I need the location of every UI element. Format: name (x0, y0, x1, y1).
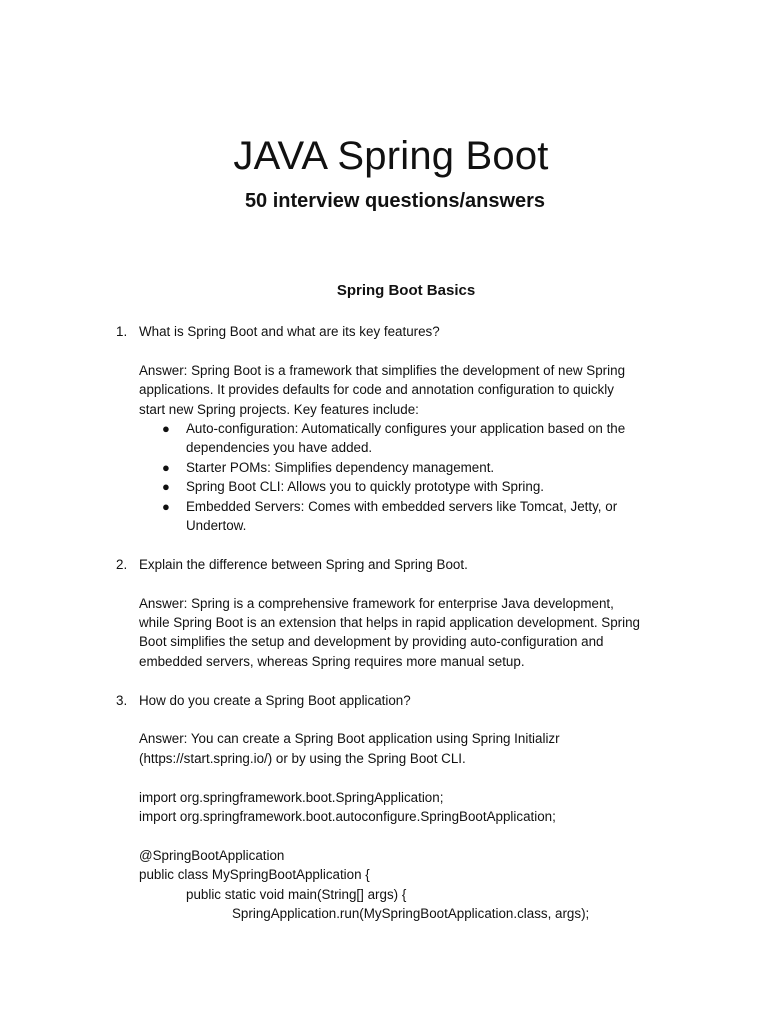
answer-2 (139, 594, 679, 672)
code-imports (0, 788, 768, 827)
list-item (162, 458, 676, 477)
code-line: import org.springframework.boot.autoconfigure.SpringBootApplication; (139, 809, 556, 825)
document-subtitle: 50 interview questions/answers (244, 190, 546, 212)
question-number: 3. (116, 692, 128, 708)
answer-line: Answer: Spring Boot is a framework that simplifies the development of new Spring (139, 362, 626, 378)
question-number: 2. (116, 556, 128, 572)
answer-line: while Spring Boot is an extension that helps in rapid application development. Spring (139, 615, 640, 631)
bullet-icon: ● (162, 479, 170, 495)
list-item (162, 419, 676, 458)
section-heading: Spring Boot Basics (336, 282, 476, 299)
code-line: public static void main(String[] args) { (186, 886, 407, 902)
list-item-line: Embedded Servers: Comes with embedded servers like Tomcat, Jetty, or (186, 498, 618, 514)
list-item-line: Auto-configuration: Automatically configures your application based on the (186, 421, 626, 437)
document-title: JAVA Spring Boot (233, 134, 549, 178)
answer-line: start new Spring projects. Key features include: (139, 401, 419, 417)
question-text: Explain the difference between Spring and Spring Boot. (139, 556, 468, 572)
answer-line: Answer: Spring is a comprehensive framework for enterprise Java development, (139, 595, 614, 611)
question-text: How do you create a Spring Boot application? (139, 692, 411, 708)
list-item (162, 477, 676, 496)
bullet-icon: ● (162, 421, 170, 437)
answer-line: Boot simplifies the setup and development by providing auto-configuration and (139, 634, 604, 650)
question-text: What is Spring Boot and what are its key features? (139, 324, 440, 339)
bullet-icon: ● (162, 459, 170, 475)
question-3 (0, 691, 768, 710)
code-line: import org.springframework.boot.SpringApplication; (139, 789, 444, 805)
answer-line: Answer: You can create a Spring Boot application using Spring Initializr (139, 731, 560, 747)
code-block (0, 846, 768, 924)
answer-1 (139, 361, 679, 419)
answer-line: applications. It provides defaults for code and annotation configuration to quickly (139, 382, 614, 398)
feature-list (0, 419, 768, 535)
list-item-line: Spring Boot CLI: Allows you to quickly prototype with Spring. (186, 479, 545, 495)
document-body (0, 322, 768, 923)
question-1 (0, 322, 768, 341)
code-line: SpringApplication.run(MySpringBootApplication.class, args); (232, 906, 590, 922)
answer-line: (https://start.spring.io/) or by using the Spring Boot CLI. (139, 750, 466, 766)
question-number: 1. (116, 324, 128, 339)
list-item-line: dependencies you have added. (186, 440, 373, 456)
code-line: public class MySpringBootApplication { (139, 867, 370, 883)
list-item-line: Starter POMs: Simplifies dependency management. (186, 459, 495, 475)
list-item (162, 497, 676, 536)
answer-line: embedded servers, whereas Spring requires more manual setup. (139, 653, 525, 669)
list-item-line: Undertow. (186, 518, 247, 534)
code-line: @SpringBootApplication (139, 847, 285, 863)
answer-3 (139, 729, 679, 768)
question-2 (0, 555, 768, 574)
bullet-icon: ● (162, 498, 170, 514)
